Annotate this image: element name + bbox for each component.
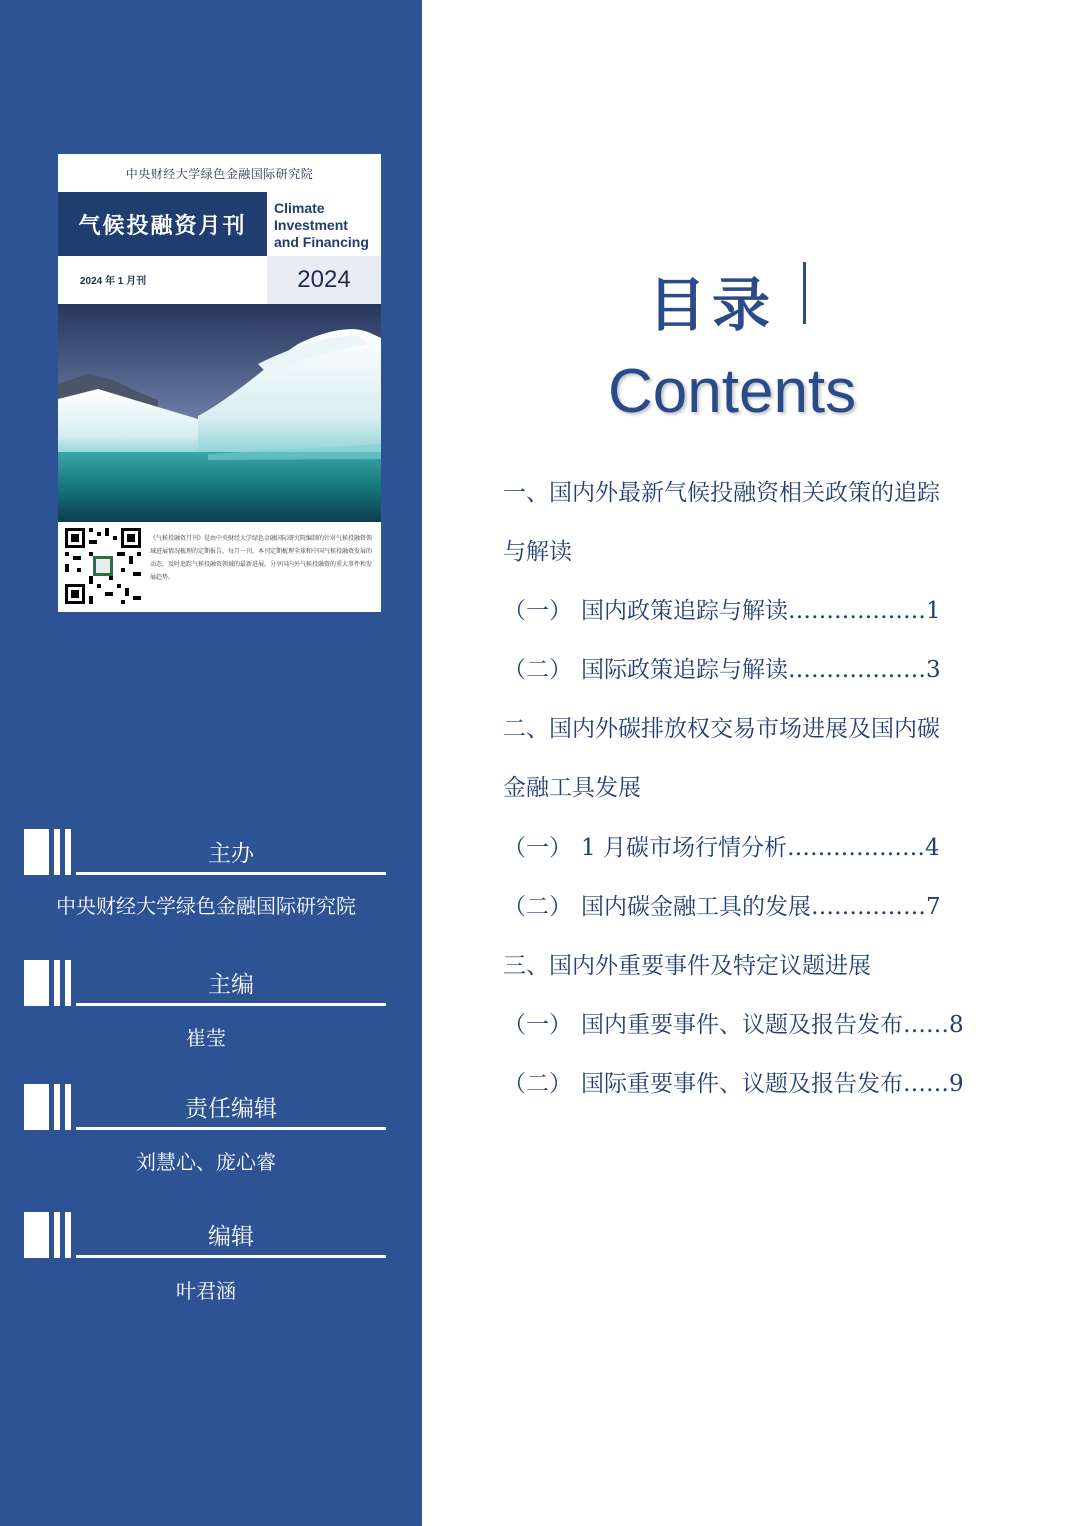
cover-title-en-line: Climate (274, 200, 325, 216)
credit-header-responsible-editor (24, 1084, 386, 1130)
credit-value: 刘慧心、庞心睿 (136, 1150, 276, 1174)
cover-year: 2024 (267, 256, 381, 304)
toc-section-heading[interactable] (503, 537, 1023, 567)
toc-entry-number: （一） (503, 835, 572, 861)
credit-value: 崔莹 (186, 1026, 226, 1050)
credit-header-organizer (24, 829, 386, 875)
credit-header-chief-editor (24, 960, 386, 1006)
toc-line-text: 国内重要事件、议题及报告发布……8 (581, 1012, 964, 1038)
toc-section-heading[interactable] (503, 773, 1023, 803)
toc-title-chinese: 目录 (648, 271, 777, 339)
cover-thumbnail (58, 154, 381, 612)
toc-entry[interactable] (503, 596, 1023, 626)
cover-institution: 中央财经大学绿色金融国际研究院 (125, 166, 314, 181)
credit-divider (76, 1127, 386, 1130)
toc-title-divider (803, 262, 806, 324)
cover-title-en-line: and Financing (274, 234, 369, 250)
toc-entry-number: （二） (503, 657, 572, 683)
credit-value: 中央财经大学绿色金融国际研究院 (56, 894, 356, 918)
toc-line-text: 国内政策追踪与解读………………1 (581, 598, 941, 624)
toc-line-text: 国际重要事件、议题及报告发布……9 (581, 1071, 964, 1097)
toc-line-text: 1 月碳市场行情分析………………4 (581, 835, 940, 861)
qr-code (63, 526, 143, 606)
iceberg-photo (58, 304, 381, 522)
cover-title-en-line: Investment (274, 217, 348, 233)
credit-value: 叶君涵 (176, 1279, 236, 1303)
toc-entry-number: （二） (503, 894, 572, 920)
credit-bars-icon (24, 829, 76, 875)
toc-entry[interactable] (503, 1069, 1023, 1099)
toc-section-heading[interactable] (503, 478, 1023, 508)
toc-entry-number: （二） (503, 1071, 572, 1097)
toc-entry-number: （一） (503, 1012, 572, 1038)
toc-section-heading[interactable] (503, 951, 1023, 981)
toc-line-text: 一、国内外最新气候投融资相关政策的追踪 (503, 480, 940, 506)
toc-line-text: 二、国内外碳排放权交易市场进展及国内碳 (503, 716, 940, 742)
toc-title-english: Contents (608, 357, 857, 426)
toc-line-text: 三、国内外重要事件及特定议题进展 (503, 953, 871, 979)
cover-issue: 2024 年 1 月刊 (80, 276, 147, 287)
credit-bars-icon (24, 1084, 76, 1130)
toc-entry-number: （一） (503, 598, 572, 624)
credit-bars-icon (24, 1212, 76, 1258)
credit-title: 编辑 (208, 1224, 254, 1250)
toc-line-text: 金融工具发展 (503, 775, 641, 801)
toc-entry[interactable] (503, 1010, 1023, 1040)
credit-divider (76, 872, 386, 875)
toc-line-text: 国际政策追踪与解读………………3 (581, 657, 941, 683)
cover-title: 气候投融资月刊 (58, 192, 267, 256)
cover-title-english (274, 200, 381, 251)
credit-header-editor (24, 1212, 386, 1258)
toc-section-heading[interactable] (503, 714, 1023, 744)
credit-title: 责任编辑 (185, 1096, 277, 1122)
toc-entry[interactable] (503, 892, 1023, 922)
toc-entry[interactable] (503, 833, 1023, 863)
credit-divider (76, 1255, 386, 1258)
toc-line-text: 国内碳金融工具的发展……………7 (581, 894, 941, 920)
credit-bars-icon (24, 960, 76, 1006)
credit-title: 主办 (208, 841, 254, 867)
toc-entry[interactable] (503, 655, 1023, 685)
credit-title: 主编 (208, 972, 254, 998)
sidebar (0, 0, 422, 1526)
cover-description: 《气候投融资月刊》是由中央财经大学绿色金融国际研究院编制的针对气候投融资领域进展情况梳理的定期报告，每月一刊。本刊定期梳理全球和中国气候投融资发展的动态，及时追踪气候投融资领域的最新进展，分享国内外气候投融资的重大事件和发展趋势。 (150, 535, 373, 581)
credit-divider (76, 1003, 386, 1006)
toc-line-text: 与解读 (503, 539, 572, 565)
